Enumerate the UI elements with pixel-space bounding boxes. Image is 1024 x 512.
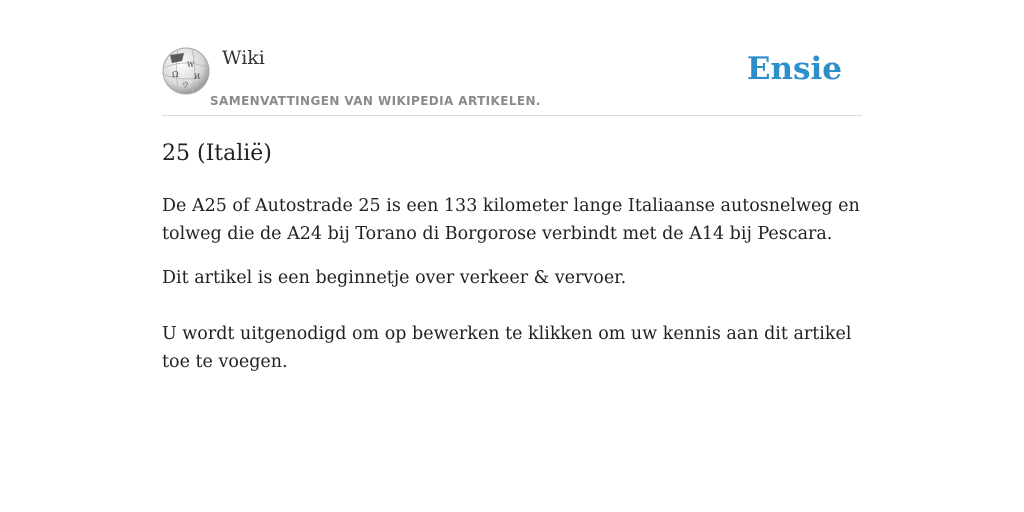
- svg-text:ウ: ウ: [182, 81, 189, 89]
- site-name[interactable]: Wiki: [222, 47, 265, 69]
- article-paragraph: De A25 of Autostrade 25 is een 133 kilometer lange Italiaanse autosnelweg en tolweg die de A24 bij Torano di Borgorose verbindt met de A14 bij Pescara.: [162, 196, 860, 244]
- site-header: [162, 40, 862, 116]
- site-tagline: SAMENVATTINGEN VAN WIKIPEDIA ARTIKELEN.: [210, 94, 541, 108]
- svg-text:W: W: [187, 61, 195, 69]
- edit-invitation: U wordt uitgenodigd om op bewerken te klikken om uw kennis aan dit artikel toe te voegen.: [162, 324, 852, 372]
- svg-text:Ω: Ω: [172, 70, 179, 79]
- stub-notice: Dit artikel is een beginnetje over verkeer & vervoer.: [162, 268, 627, 288]
- article-title: 25 (Italië): [162, 141, 272, 166]
- svg-text:И: И: [194, 73, 201, 81]
- wikipedia-globe-icon[interactable]: [162, 47, 210, 95]
- article-content: [162, 138, 862, 392]
- brand-logo-link[interactable]: Ensie: [746, 51, 842, 87]
